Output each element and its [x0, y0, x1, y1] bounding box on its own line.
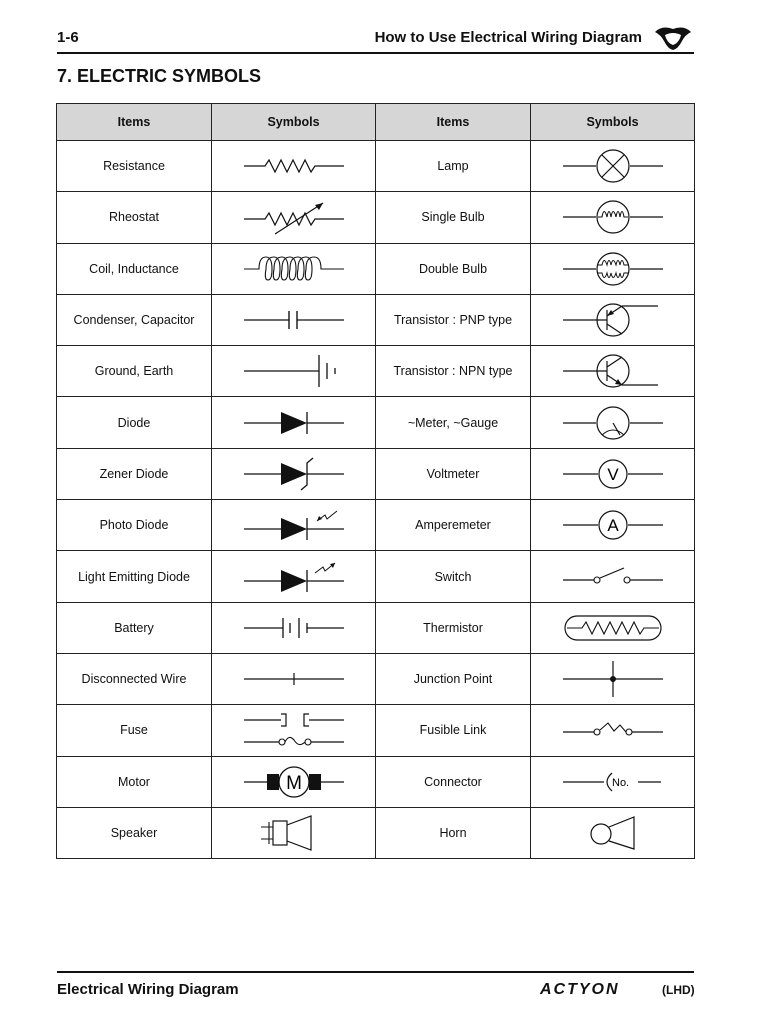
capacitor-icon: [239, 305, 349, 335]
symbol-cell: [212, 756, 376, 807]
table-row: [57, 448, 695, 499]
voltmeter-icon: [558, 454, 668, 494]
symbol-cell: [212, 602, 376, 653]
header-divider: [57, 52, 694, 54]
symbol-cell: [531, 602, 695, 653]
fusible-link-icon: [558, 715, 668, 745]
symbol-cell: [531, 448, 695, 499]
table-row: [57, 756, 695, 807]
symbol-cell: [531, 705, 695, 756]
connector-label: No.: [611, 776, 629, 789]
table-row: [57, 192, 695, 243]
voltmeter-letter: V: [606, 464, 619, 484]
meter-gauge-icon: [558, 403, 668, 443]
symbol-cell: [212, 141, 376, 192]
symbol-cell: [531, 756, 695, 807]
item-label: Fusible Link: [376, 705, 531, 756]
led-icon: [239, 557, 349, 597]
table-row: [57, 141, 695, 192]
horn-icon: [558, 813, 668, 853]
symbol-cell: [212, 705, 376, 756]
symbol-cell: [531, 294, 695, 345]
footer-brand-logo: ACTYON: [540, 981, 620, 998]
item-label: Light Emitting Diode: [57, 551, 212, 602]
table-row: [57, 243, 695, 294]
item-label: Photo Diode: [57, 500, 212, 551]
table-row: [57, 397, 695, 448]
symbol-cell: [531, 397, 695, 448]
column-header-symbols: Symbols: [531, 104, 695, 141]
column-header-items: Items: [57, 104, 212, 141]
symbol-cell: [212, 397, 376, 448]
photo-diode-icon: [239, 505, 349, 545]
page-number: 1-6: [57, 29, 79, 46]
zener-diode-icon: [239, 454, 349, 494]
item-label: Transistor : NPN type: [376, 346, 531, 397]
item-label: Condenser, Capacitor: [57, 294, 212, 345]
single-bulb-icon: [558, 197, 668, 237]
symbol-cell: [531, 192, 695, 243]
diode-icon: [239, 408, 349, 438]
motor-icon: [239, 762, 349, 802]
column-header-items: Items: [376, 104, 531, 141]
table-row: [57, 346, 695, 397]
ground-icon: [239, 351, 349, 391]
footer-variant: (LHD): [662, 983, 695, 997]
footer-title: Electrical Wiring Diagram: [57, 981, 239, 998]
item-label: Switch: [376, 551, 531, 602]
lamp-icon: [558, 146, 668, 186]
speaker-icon: [239, 813, 349, 853]
symbol-cell: [212, 346, 376, 397]
amperemeter-letter: A: [606, 516, 619, 536]
brand-logo-icon: [652, 23, 694, 53]
symbol-cell: [531, 653, 695, 704]
switch-icon: [558, 562, 668, 592]
resistor-icon: [239, 151, 349, 181]
item-label: Disconnected Wire: [57, 653, 212, 704]
item-label: Horn: [376, 807, 531, 858]
symbol-cell: [531, 500, 695, 551]
item-label: Motor: [57, 756, 212, 807]
item-label: Ground, Earth: [57, 346, 212, 397]
pnp-transistor-icon: [558, 300, 668, 340]
item-label: Rheostat: [57, 192, 212, 243]
table-row: [57, 551, 695, 602]
symbol-cell: [212, 807, 376, 858]
rheostat-icon: [239, 197, 349, 237]
table-row: [57, 807, 695, 858]
motor-letter: M: [285, 772, 302, 794]
table-row: [57, 294, 695, 345]
table-row: [57, 705, 695, 756]
amperemeter-icon: [558, 505, 668, 545]
item-label: ~Meter, ~Gauge: [376, 397, 531, 448]
item-label: Lamp: [376, 141, 531, 192]
item-label: Diode: [57, 397, 212, 448]
section-title: 7. ELECTRIC SYMBOLS: [57, 66, 262, 86]
item-label: Coil, Inductance: [57, 243, 212, 294]
symbol-cell: [531, 346, 695, 397]
item-label: Amperemeter: [376, 500, 531, 551]
column-header-symbols: Symbols: [212, 104, 376, 141]
fuse-icon: [239, 708, 349, 752]
symbol-cell: [531, 551, 695, 602]
table-row: [57, 602, 695, 653]
item-label: Voltmeter: [376, 448, 531, 499]
symbol-cell: [212, 551, 376, 602]
footer-divider: [57, 971, 694, 973]
symbol-cell: [212, 294, 376, 345]
symbol-cell: [212, 653, 376, 704]
item-label: Resistance: [57, 141, 212, 192]
symbol-cell: [212, 500, 376, 551]
item-label: Transistor : PNP type: [376, 294, 531, 345]
item-label: Double Bulb: [376, 243, 531, 294]
symbol-cell: [531, 243, 695, 294]
table-row: [57, 653, 695, 704]
coil-icon: [239, 249, 349, 289]
item-label: Fuse: [57, 705, 212, 756]
header-title: How to Use Electrical Wiring Diagram: [374, 29, 642, 46]
item-label: Speaker: [57, 807, 212, 858]
item-label: Thermistor: [376, 602, 531, 653]
item-label: Battery: [57, 602, 212, 653]
disconnected-wire-icon: [239, 664, 349, 694]
electric-symbols-table: [56, 103, 695, 859]
connector-icon: [558, 767, 668, 797]
item-label: Single Bulb: [376, 192, 531, 243]
symbol-cell: [531, 807, 695, 858]
item-label: Connector: [376, 756, 531, 807]
symbol-cell: [531, 141, 695, 192]
symbol-cell: [212, 448, 376, 499]
thermistor-icon: [558, 608, 668, 648]
table-header-row: [57, 104, 695, 141]
battery-icon: [239, 613, 349, 643]
npn-transistor-icon: [558, 351, 668, 391]
item-label: Junction Point: [376, 653, 531, 704]
junction-point-icon: [558, 659, 668, 699]
symbol-cell: [212, 192, 376, 243]
item-label: Zener Diode: [57, 448, 212, 499]
table-row: [57, 500, 695, 551]
double-bulb-icon: [558, 249, 668, 289]
symbol-cell: [212, 243, 376, 294]
